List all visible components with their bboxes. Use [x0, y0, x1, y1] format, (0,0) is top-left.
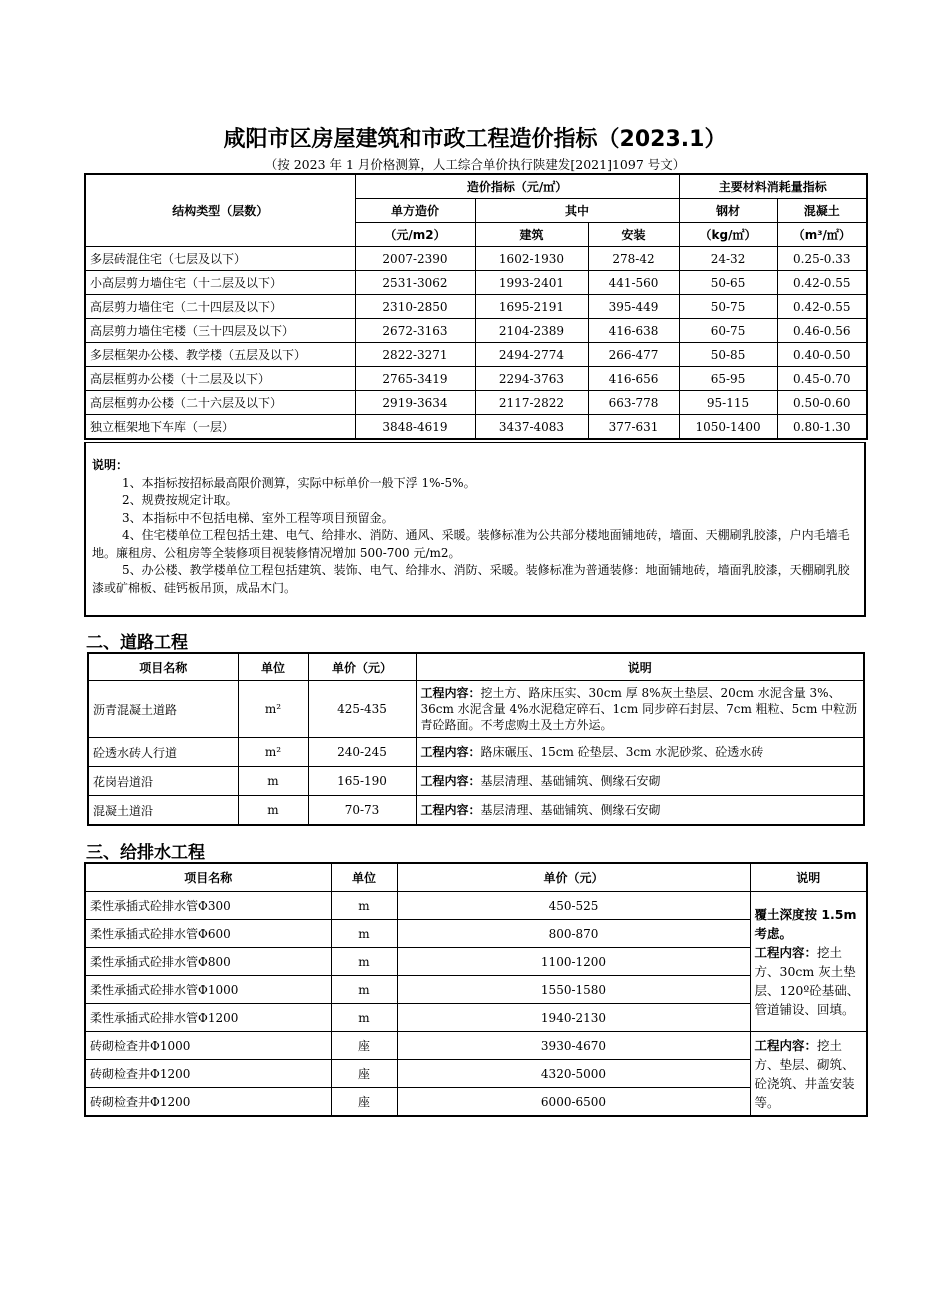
header-installation: 安装 [588, 223, 679, 247]
cell-construction: 2117-2822 [475, 391, 588, 415]
note-item: 2、规费按规定计取。 [122, 493, 238, 507]
cell-concrete: 0.40-0.50 [777, 343, 867, 367]
cell-installation: 416-656 [588, 367, 679, 391]
cell-steel: 50-85 [679, 343, 777, 367]
cell-price: 1550-1580 [397, 976, 750, 1004]
cell-description [416, 796, 864, 826]
header-price: 单价（元） [397, 863, 750, 892]
desc-text: 路床碾压、15cm 砼垫层、3cm 水泥砂浆、砼透水砖 [480, 745, 764, 759]
cell-name: 柔性承插式砼排水管Φ1200 [85, 1004, 331, 1032]
table-row [85, 367, 867, 391]
header-item-name: 项目名称 [85, 863, 331, 892]
table-row [85, 1004, 867, 1032]
desc-label: 工程内容： [420, 774, 481, 788]
cell-steel: 50-65 [679, 271, 777, 295]
table-row [88, 796, 864, 826]
table-row [85, 1060, 867, 1088]
cell-construction: 2104-2389 [475, 319, 588, 343]
table-row [85, 976, 867, 1004]
desc-label: 工程内容： [754, 1037, 818, 1053]
cell-name: 砖砌检查井Φ1200 [85, 1088, 331, 1117]
cell-name: 柔性承插式砼排水管Φ600 [85, 920, 331, 948]
cell-name: 沥青混凝土道路 [88, 681, 238, 738]
cell-type: 高层剪力墙住宅楼（三十四层及以下） [85, 319, 355, 343]
table-row [88, 681, 864, 738]
header-unit-cost-unit: （元/m2） [355, 223, 475, 247]
header-material-index: 主要材料消耗量指标 [679, 174, 867, 199]
cell-type: 高层框剪办公楼（十二层及以下） [85, 367, 355, 391]
cell-steel: 24-32 [679, 247, 777, 271]
cell-name: 砼透水砖人行道 [88, 738, 238, 767]
cell-unit: 座 [331, 1032, 397, 1060]
cell-installation: 266-477 [588, 343, 679, 367]
cell-unit: m [331, 892, 397, 920]
cell-unit-cost: 2672-3163 [355, 319, 475, 343]
cell-concrete: 0.45-0.70 [777, 367, 867, 391]
cell-price: 165-190 [308, 767, 416, 796]
cell-unit: 座 [331, 1060, 397, 1088]
table-row [85, 948, 867, 976]
cell-installation: 441-560 [588, 271, 679, 295]
cell-unit: m [331, 976, 397, 1004]
header-price: 单价（元） [308, 653, 416, 681]
header-unit-cost: 单方造价 [355, 199, 475, 223]
desc-text: 基层清理、基础铺筑、侧缘石安砌 [480, 774, 661, 788]
cell-type: 高层剪力墙住宅（二十四层及以下） [85, 295, 355, 319]
cell-steel: 1050-1400 [679, 415, 777, 440]
table-row [85, 391, 867, 415]
cell-steel: 65-95 [679, 367, 777, 391]
cell-name: 柔性承插式砼排水管Φ800 [85, 948, 331, 976]
table-row [85, 1088, 867, 1117]
cell-steel: 60-75 [679, 319, 777, 343]
table-row [85, 415, 867, 440]
page-subtitle: （按 2023 年 1 月价格测算，人工综合单价执行陕建发[2021]1097 号文） [264, 157, 686, 172]
header-among: 其中 [475, 199, 679, 223]
cell-installation: 663-778 [588, 391, 679, 415]
table-row [85, 319, 867, 343]
cell-construction: 3437-4083 [475, 415, 588, 440]
cell-concrete: 0.46-0.56 [777, 319, 867, 343]
table-row [85, 1032, 867, 1060]
desc-text: 挖土方、路床压实、30cm 厚 8%灰土垫层、20cm 水泥含量 3%、36cm 水泥含量 4%水泥稳定碎石、1cm 同步碎石封层、7cm 粗粒、5cm 中粒沥青砼路面。不考虑购土及土方外运。 [420, 686, 858, 732]
cell-construction: 2494-2774 [475, 343, 588, 367]
cell-installation: 278-42 [588, 247, 679, 271]
header-description: 说明 [750, 863, 867, 892]
cell-description [416, 738, 864, 767]
header-concrete: 混凝土 [777, 199, 867, 223]
cell-price: 425-435 [308, 681, 416, 738]
cell-construction: 1993-2401 [475, 271, 588, 295]
cell-price: 1940-2130 [397, 1004, 750, 1032]
table-row [85, 343, 867, 367]
section-title-water: 三、给排水工程 [86, 843, 205, 863]
cell-price: 4320-5000 [397, 1060, 750, 1088]
cell-steel: 50-75 [679, 295, 777, 319]
cell-installation: 377-631 [588, 415, 679, 440]
note-item: 3、本指标中不包括电梯、室外工程等项目预留金。 [122, 510, 394, 525]
cell-description [416, 767, 864, 796]
header-cost-index: 造价指标（元/㎡） [355, 174, 679, 199]
table-row [88, 767, 864, 796]
cell-price: 6000-6500 [397, 1088, 750, 1117]
cell-price: 3930-4670 [397, 1032, 750, 1060]
desc-text: 基层清理、基础铺筑、侧缘石安砌 [480, 803, 661, 817]
cell-concrete: 0.50-0.60 [777, 391, 867, 415]
cell-type: 多层砖混住宅（七层及以下） [85, 247, 355, 271]
cell-unit-cost: 3848-4619 [355, 415, 475, 440]
cell-installation: 416-638 [588, 319, 679, 343]
cell-name: 砖砌检查井Φ1200 [85, 1060, 331, 1088]
header-steel: 钢材 [679, 199, 777, 223]
cell-name: 柔性承插式砼排水管Φ1000 [85, 976, 331, 1004]
table-row [85, 247, 867, 271]
note-item: 1、本指标按招标最高限价测算，实际中标单价一般下浮 1%-5%。 [122, 475, 476, 490]
cell-concrete: 0.80-1.30 [777, 415, 867, 440]
cell-unit: 座 [331, 1088, 397, 1117]
desc-label: 工程内容： [420, 745, 481, 759]
cell-unit: m² [238, 738, 308, 767]
cell-type: 高层框剪办公楼（二十六层及以下） [85, 391, 355, 415]
cell-unit-cost: 2007-2390 [355, 247, 475, 271]
cell-name: 混凝土道沿 [88, 796, 238, 826]
cell-price: 1100-1200 [397, 948, 750, 976]
table-row [85, 892, 867, 920]
header-description: 说明 [416, 653, 864, 681]
header-steel-unit: （kg/㎡） [679, 223, 777, 247]
cell-type: 独立框架地下车库（一层） [85, 415, 355, 440]
cell-name: 砖砌检查井Φ1000 [85, 1032, 331, 1060]
desc-label: 工程内容： [420, 686, 481, 700]
cell-price: 70-73 [308, 796, 416, 826]
cell-concrete: 0.42-0.55 [777, 271, 867, 295]
cell-installation: 395-449 [588, 295, 679, 319]
cell-unit: m² [238, 681, 308, 738]
desc-label: 工程内容： [754, 944, 818, 960]
header-construction: 建筑 [475, 223, 588, 247]
cell-construction: 2294-3763 [475, 367, 588, 391]
desc-text: 挖土方、30cm 灰土垫层、120º砼基础、管道铺设、回填。 [754, 944, 860, 1017]
water-cost-table [84, 862, 868, 1117]
cell-type: 小高层剪力墙住宅（十二层及以下） [85, 271, 355, 295]
page-title: 咸阳市区房屋建筑和市政工程造价指标（2023.1） [223, 127, 727, 152]
note-item: 5、办公楼、教学楼单位工程包括建筑、装饰、电气、给排水、消防、采暖。装修标准为普通装修：地面铺地砖，墙面乳胶漆，天棚刷乳胶漆或矿棉板、硅钙板吊顶，成品木门。 [92, 563, 850, 595]
table-row [88, 738, 864, 767]
cell-unit-cost: 2919-3634 [355, 391, 475, 415]
table-row [85, 920, 867, 948]
cell-type: 多层框架办公楼、教学楼（五层及以下） [85, 343, 355, 367]
table-row [85, 295, 867, 319]
cell-unit-cost: 2531-3062 [355, 271, 475, 295]
desc-label: 工程内容： [420, 803, 481, 817]
cell-concrete: 0.42-0.55 [777, 295, 867, 319]
cell-name: 花岗岩道沿 [88, 767, 238, 796]
cell-unit-cost: 2822-3271 [355, 343, 475, 367]
header-concrete-unit: （m³/㎡） [777, 223, 867, 247]
cell-description [416, 681, 864, 738]
cell-concrete: 0.25-0.33 [777, 247, 867, 271]
cell-steel: 95-115 [679, 391, 777, 415]
desc-text: 挖土方、垫层、砌筑、砼浇筑、井盖安装等。 [754, 1037, 855, 1110]
cell-name: 柔性承插式砼排水管Φ300 [85, 892, 331, 920]
header-item-name: 项目名称 [88, 653, 238, 681]
cell-price: 450-525 [397, 892, 750, 920]
building-cost-table [84, 173, 868, 440]
cell-unit: m [331, 920, 397, 948]
cell-price: 240-245 [308, 738, 416, 767]
header-structure-type: 结构类型（层数） [85, 174, 355, 247]
note-item: 4、住宅楼单位工程包括土建、电气、给排水、消防、通风、采暖。装修标准为公共部分楼地面铺地砖，墙面、天棚刷乳胶漆，户内毛墙毛地。廉租房、公租房等全装修项目视装修情况增加 500-700 元/m2。 [92, 528, 850, 560]
pipe-depth-note: 覆土深度按 1.5m 考虑。 [754, 906, 857, 941]
cell-construction: 1602-1930 [475, 247, 588, 271]
notes-box [84, 442, 866, 617]
cell-unit: m [331, 948, 397, 976]
cell-unit-cost: 2765-3419 [355, 367, 475, 391]
section-title-road: 二、道路工程 [86, 633, 188, 653]
header-unit: 单位 [238, 653, 308, 681]
cell-unit: m [238, 767, 308, 796]
road-cost-table [87, 652, 865, 826]
cell-unit-cost: 2310-2850 [355, 295, 475, 319]
cell-unit: m [331, 1004, 397, 1032]
cell-price: 800-870 [397, 920, 750, 948]
pipe-description [750, 892, 867, 1032]
cell-construction: 1695-2191 [475, 295, 588, 319]
well-description [750, 1032, 867, 1117]
notes-label: 说明： [92, 458, 129, 472]
cell-unit: m [238, 796, 308, 826]
table-row [85, 271, 867, 295]
header-unit: 单位 [331, 863, 397, 892]
